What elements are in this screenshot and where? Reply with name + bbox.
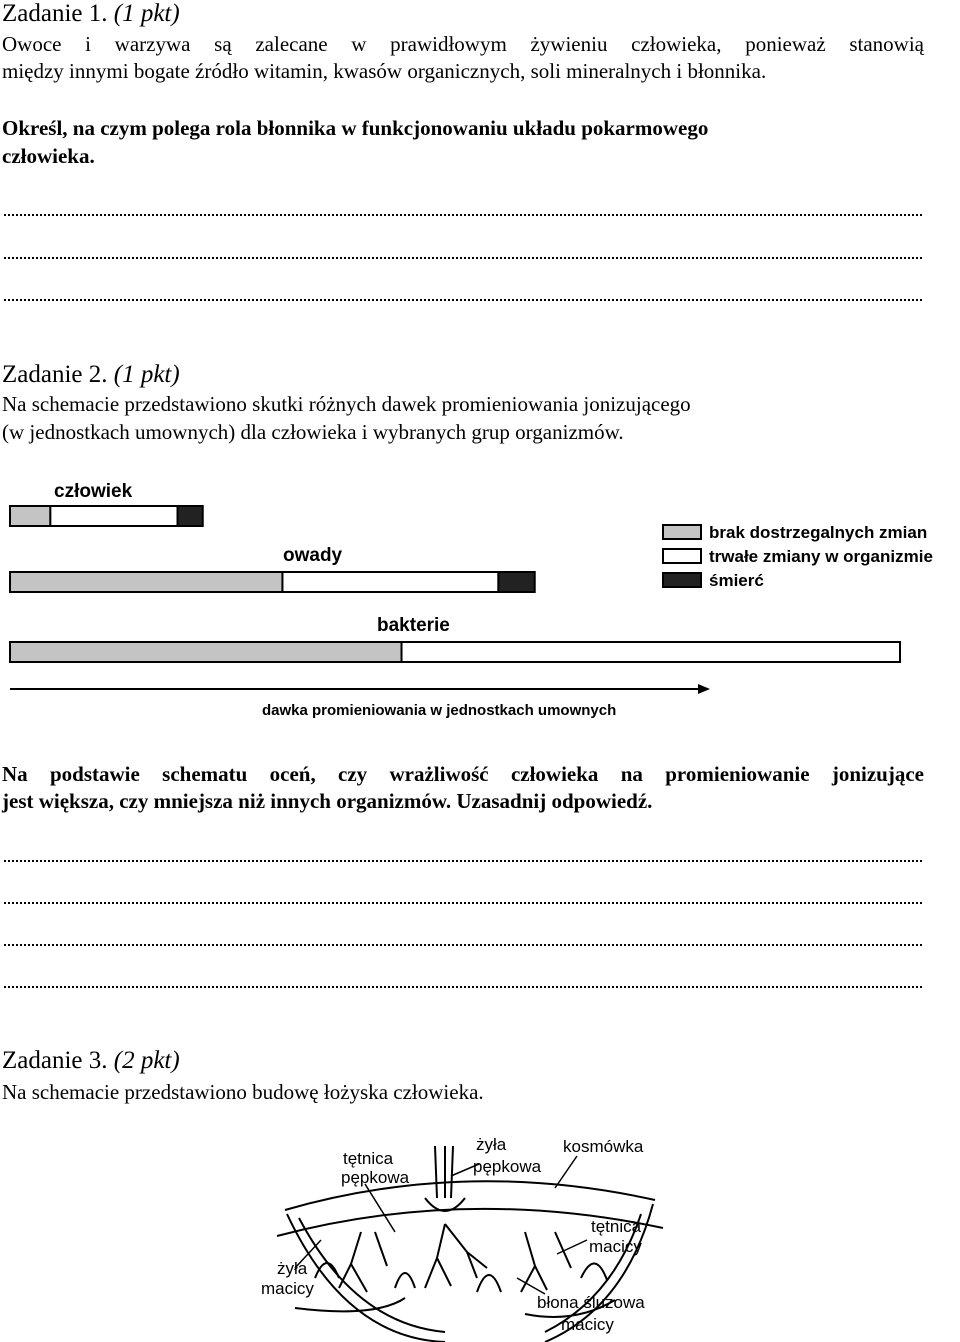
task2-intro-line1: Na schemacie przedstawiono skutki różnych dawek promieniowania jonizującego <box>2 392 691 416</box>
task2-points: (1 pkt) <box>113 361 180 388</box>
bar-owady-no-change <box>10 572 282 592</box>
task3-points: (2 pkt) <box>113 1047 180 1074</box>
task1-heading <box>2 0 180 28</box>
chart-legend <box>663 523 933 590</box>
umbilical-cord <box>435 1146 453 1198</box>
legend-label-no-change: brak dostrzegalnych zmian <box>709 523 928 542</box>
task1-intro-line2: między innymi bogate źródło witamin, kwasów organicznych, soli mineralnych i błonnika. <box>2 59 767 83</box>
radiation-chart <box>0 470 960 725</box>
legend-label-permanent: trwałe zmiany w organizmie <box>709 547 933 566</box>
task1-title: Zadanie 1. <box>2 0 108 27</box>
task3-heading <box>2 1047 180 1075</box>
label-umbilical-vein-1: żyła <box>476 1135 507 1154</box>
task3-title: Zadanie 3. <box>2 1047 108 1074</box>
task2-title: Zadanie 2. <box>2 361 108 388</box>
bar-label-czlowiek: człowiek <box>54 481 133 502</box>
label-umbilical-artery-2: pępkowa <box>341 1168 410 1187</box>
task1-points: (1 pkt) <box>113 0 180 27</box>
leader-umbilical-artery <box>365 1184 395 1232</box>
bar-owady-death <box>498 572 534 592</box>
leader-chorion <box>555 1156 577 1188</box>
dose-axis-arrow-icon <box>698 684 710 694</box>
answer-line-2-1[interactable] <box>4 860 922 862</box>
label-umbilical-vein-2: pępkowa <box>473 1157 542 1176</box>
bar-człowiek-death <box>178 506 203 526</box>
label-uterine-vein-2: macicy <box>261 1279 314 1298</box>
task1-question-line2: człowieka. <box>2 144 95 168</box>
label-uterine-artery-1: tętnica <box>591 1217 642 1236</box>
label-chorion: kosmówka <box>563 1137 644 1156</box>
task2-intro-line2: (w jednostkach umownych) dla człowieka i wybranych grup organizmów. <box>2 420 624 444</box>
uterine-wall-left-inner <box>299 1218 445 1332</box>
bar-człowiek-permanent <box>50 506 177 526</box>
bar-człowiek-no-change <box>10 506 50 526</box>
label-uterine-artery-2: macicy <box>589 1237 642 1256</box>
answer-line-1-1[interactable] <box>4 214 922 216</box>
bar-owady-permanent <box>282 572 498 592</box>
legend-swatch-death <box>663 573 701 587</box>
bar-bakterie-no-change <box>10 642 402 662</box>
legend-label-death: śmierć <box>709 571 764 590</box>
task2-question-line1: Na podstawie schematu oceń, czy wrażliwość człowieka na promieniowanie jonizujące <box>2 762 924 786</box>
task2-question-line2: jest większa, czy mniejsza niż innych organizmów. Uzasadnij odpowiedź. <box>2 789 653 813</box>
answer-line-1-2[interactable] <box>4 257 922 259</box>
answer-line-1-3[interactable] <box>4 299 922 301</box>
placenta-diagram <box>255 1128 675 1342</box>
answer-line-2-2[interactable] <box>4 902 922 904</box>
label-uterine-vein-1: żyła <box>277 1259 308 1278</box>
label-umbilical-artery-1: tętnica <box>343 1149 394 1168</box>
label-endometrium-2: macicy <box>561 1315 614 1334</box>
dose-axis-label: dawka promieniowania w jednostkach umownych <box>262 702 617 719</box>
leader-uterine-vein <box>295 1240 321 1268</box>
task1-question-line1: Określ, na czym polega rola błonnika w funkcjonowaniu układu pokarmowego <box>2 116 709 140</box>
task2-heading <box>2 361 180 389</box>
uterine-wall-left <box>287 1214 445 1342</box>
task1-intro-line1: Owoce i warzywa są zalecane w prawidłowym żywieniu człowieka, ponieważ stanowią <box>2 32 924 56</box>
bar-label-owady: owady <box>283 545 343 566</box>
label-endometrium-1: błona śluzowa <box>537 1293 645 1312</box>
task3-intro-line1: Na schemacie przedstawiono budowę łożyska człowieka. <box>2 1080 484 1104</box>
legend-swatch-permanent <box>663 549 701 563</box>
legend-swatch-no-change <box>663 525 701 539</box>
answer-line-2-4[interactable] <box>4 986 922 988</box>
villus-tree-center <box>425 1224 487 1288</box>
bar-bakterie-permanent <box>402 642 900 662</box>
bar-label-bakterie: bakterie <box>377 615 450 636</box>
villus-tree-right <box>521 1232 571 1292</box>
answer-line-2-3[interactable] <box>4 944 922 946</box>
